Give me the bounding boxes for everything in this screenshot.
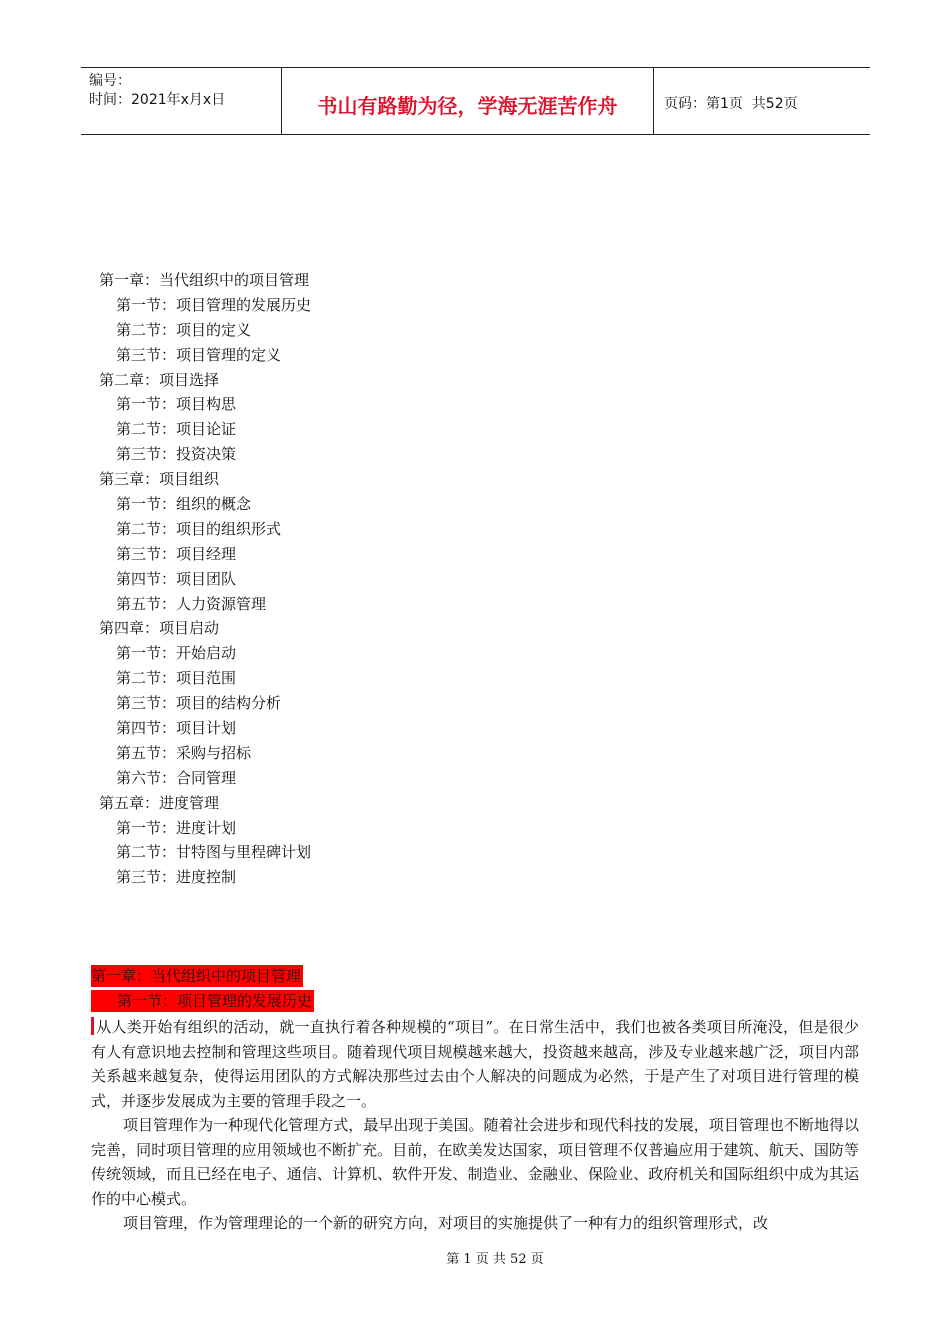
body-text (91, 1015, 859, 1236)
chapter-heading-block (91, 965, 303, 987)
paragraph-text: 从人类开始有组织的活动，就一直执行着各种规模的“项目”。在日常生活中，我们也被各类项目所淹没，但是很少有人有意识地去控制和管理这些项目。随着现代项目规模越来越大，投资越来越高，涉及专业越来越广泛，项目内部关系越来越复杂，使得运用团队的方式解决那些过去由个人解决的问题成为必然，于是产生了对项目进行管理的模式，并逐步发展成为主要的管理手段之一。 (91, 1018, 859, 1110)
toc-chapter-item: 第五章：进度管理 (99, 793, 220, 812)
heading-highlight-indent (91, 990, 115, 1012)
header-motto: 书山有路勤为径，学海无涯苦作舟 (282, 68, 654, 134)
table-of-contents (99, 268, 311, 890)
toc-section-item: 第一节：组织的概念 (116, 495, 252, 514)
paragraph (91, 1015, 859, 1113)
header-page-info (654, 68, 870, 134)
toc-section-item: 第一节：进度计划 (116, 818, 237, 837)
chapter-heading: 第一章：当代组织中的项目管理 (91, 967, 302, 985)
header-page-info-text: 页码：第1页 共52页 (664, 96, 798, 112)
document-time-label: 时间：2021年x月x日 (89, 92, 226, 108)
toc-section-item: 第一节：项目管理的发展历史 (116, 295, 312, 314)
toc-section-item: 第三节：投资决策 (116, 445, 237, 464)
toc-section-item: 第三节：项目管理的定义 (116, 345, 282, 364)
toc-section-item: 第五节：人力资源管理 (116, 594, 267, 613)
header-meta (81, 68, 282, 134)
toc-section-item: 第二节：项目的定义 (116, 320, 252, 339)
section-heading-block (91, 990, 314, 1012)
toc-section-item: 第二节：项目范围 (116, 669, 237, 688)
paragraph: 项目管理，作为管理理论的一个新的研究方向，对项目的实施提供了一种有力的组织管理形式，改 (123, 1214, 769, 1232)
toc-chapter-item: 第四章：项目启动 (99, 619, 220, 638)
toc-section-item: 第一节：开始启动 (116, 644, 237, 663)
page-footer: 第 1 页 共 52 页 (446, 1252, 544, 1267)
toc-section-item: 第一节：项目构思 (116, 395, 237, 414)
paragraph: 项目管理作为一种现代化管理方式，最早出现于美国。随着社会进步和现代科技的发展，项目管理也不断地得以完善，同时项目管理的应用领域也不断扩充。目前，在欧美发达国家，项目管理不仅普遍应用于建筑、航天、国防等传统领域，而且已经在电子、通信、计算机、软件开发、制造业、金融业、保险业、政府机关和国际组织中成为其运作的中心模式。 (91, 1116, 859, 1208)
toc-chapter-item: 第三章：项目组织 (99, 470, 220, 489)
toc-section-item: 第三节：进度控制 (116, 868, 237, 887)
toc-section-item: 第二节：甘特图与里程碑计划 (116, 843, 312, 862)
document-number-label: 编号： (89, 73, 131, 89)
toc-section-item: 第四节：项目团队 (116, 569, 237, 588)
text-cursor-mark (91, 1017, 94, 1035)
section-heading: 第一节：项目管理的发展历史 (117, 992, 313, 1010)
toc-section-item: 第三节：项目经理 (116, 544, 237, 563)
page-header (81, 67, 870, 135)
toc-section-item: 第二节：项目论证 (116, 420, 237, 439)
toc-section-item: 第三节：项目的结构分析 (116, 694, 282, 713)
toc-section-item: 第五节：采购与招标 (116, 743, 252, 762)
toc-chapter-item: 第二章：项目选择 (99, 370, 220, 389)
toc-section-item: 第二节：项目的组织形式 (116, 519, 282, 538)
toc-section-item: 第六节：合同管理 (116, 768, 237, 787)
toc-chapter-item: 第一章：当代组织中的项目管理 (99, 271, 310, 289)
toc-section-item: 第四节：项目计划 (116, 719, 237, 738)
